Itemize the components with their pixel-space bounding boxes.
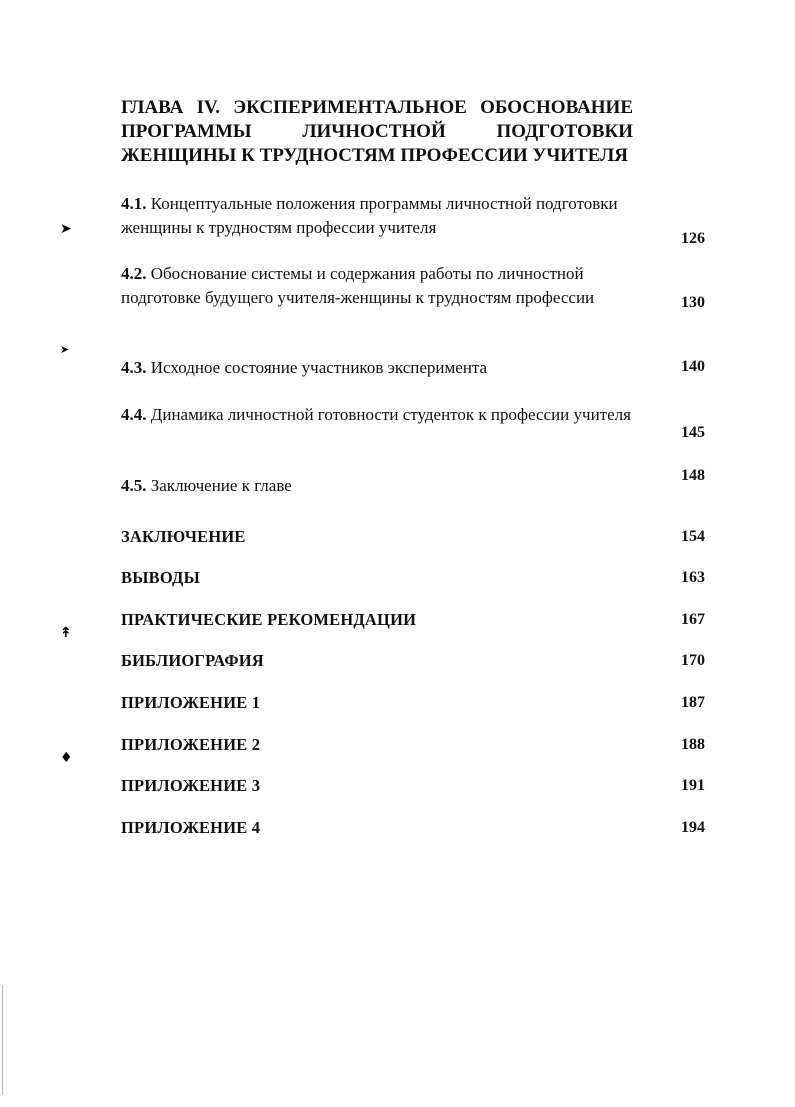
page-number: 187 bbox=[681, 694, 705, 711]
section-number: 4.5. bbox=[121, 476, 147, 495]
page-number: 154 bbox=[681, 528, 705, 545]
margin-mark-icon: ➤ bbox=[60, 343, 70, 356]
toc-section-4-1[interactable] bbox=[121, 192, 633, 240]
toc-section-4-4[interactable] bbox=[121, 403, 633, 427]
page-number: 130 bbox=[681, 294, 705, 311]
section-number: 4.1. bbox=[121, 194, 147, 213]
toc-section-4-5[interactable] bbox=[121, 474, 633, 498]
page-number: 188 bbox=[681, 736, 705, 753]
margin-mark-icon: ♦ bbox=[60, 750, 73, 766]
section-number: 4.4. bbox=[121, 405, 147, 424]
page-number: 191 bbox=[681, 777, 705, 794]
page-number: 170 bbox=[681, 652, 705, 669]
page-number: 194 bbox=[681, 819, 705, 836]
toc-appendix-3[interactable]: ПРИЛОЖЕНИЕ 3 bbox=[121, 776, 261, 795]
toc-appendix-1[interactable]: ПРИЛОЖЕНИЕ 1 bbox=[121, 693, 261, 712]
chapter-title: ГЛАВА IV. ЭКСПЕРИМЕНТАЛЬНОЕ ОБОСНОВАНИЕ ПРОГРАММЫ ЛИЧНОСТНОЙ ПОДГОТОВКИ ЖЕНЩИНЫ К ТРУДНОСТЯМ ПРОФЕССИИ УЧИТЕЛЯ bbox=[121, 97, 633, 166]
margin-mark-icon: ↟ bbox=[60, 625, 72, 641]
toc-conclusion[interactable]: ЗАКЛЮЧЕНИЕ bbox=[121, 527, 246, 546]
section-text: Исходное состояние участников эксперимента bbox=[150, 358, 488, 377]
section-number: 4.2. bbox=[121, 264, 147, 283]
section-text: Обоснование системы и содержания работы по личностной подготовке будущего учителя-женщины к трудностям профессии bbox=[121, 264, 595, 307]
toc-findings[interactable]: ВЫВОДЫ bbox=[121, 568, 200, 587]
toc-section-4-3[interactable] bbox=[121, 356, 633, 380]
page-number: 126 bbox=[681, 230, 705, 247]
section-text: Заключение к главе bbox=[150, 476, 292, 495]
toc-bibliography[interactable]: БИБЛИОГРАФИЯ bbox=[121, 651, 264, 670]
page-number: 163 bbox=[681, 569, 705, 586]
toc-section-4-2[interactable] bbox=[121, 262, 633, 310]
margin-mark-icon: ➤ bbox=[60, 221, 72, 237]
scan-edge-line bbox=[2, 985, 3, 1095]
section-text: Динамика личностной готовности студенток к профессии учителя bbox=[150, 405, 631, 424]
page-number: 140 bbox=[681, 358, 705, 375]
page-number: 167 bbox=[681, 611, 705, 628]
toc-appendix-2[interactable]: ПРИЛОЖЕНИЕ 2 bbox=[121, 735, 261, 754]
toc-recommendations[interactable]: ПРАКТИЧЕСКИЕ РЕКОМЕНДАЦИИ bbox=[121, 610, 417, 629]
toc-appendix-4[interactable]: ПРИЛОЖЕНИЕ 4 bbox=[121, 818, 261, 837]
section-text: Концептуальные положения программы личностной подготовки женщины к трудностям профессии учителя bbox=[121, 194, 618, 237]
page-number: 148 bbox=[681, 467, 705, 484]
page-number: 145 bbox=[681, 424, 705, 441]
section-number: 4.3. bbox=[121, 358, 147, 377]
